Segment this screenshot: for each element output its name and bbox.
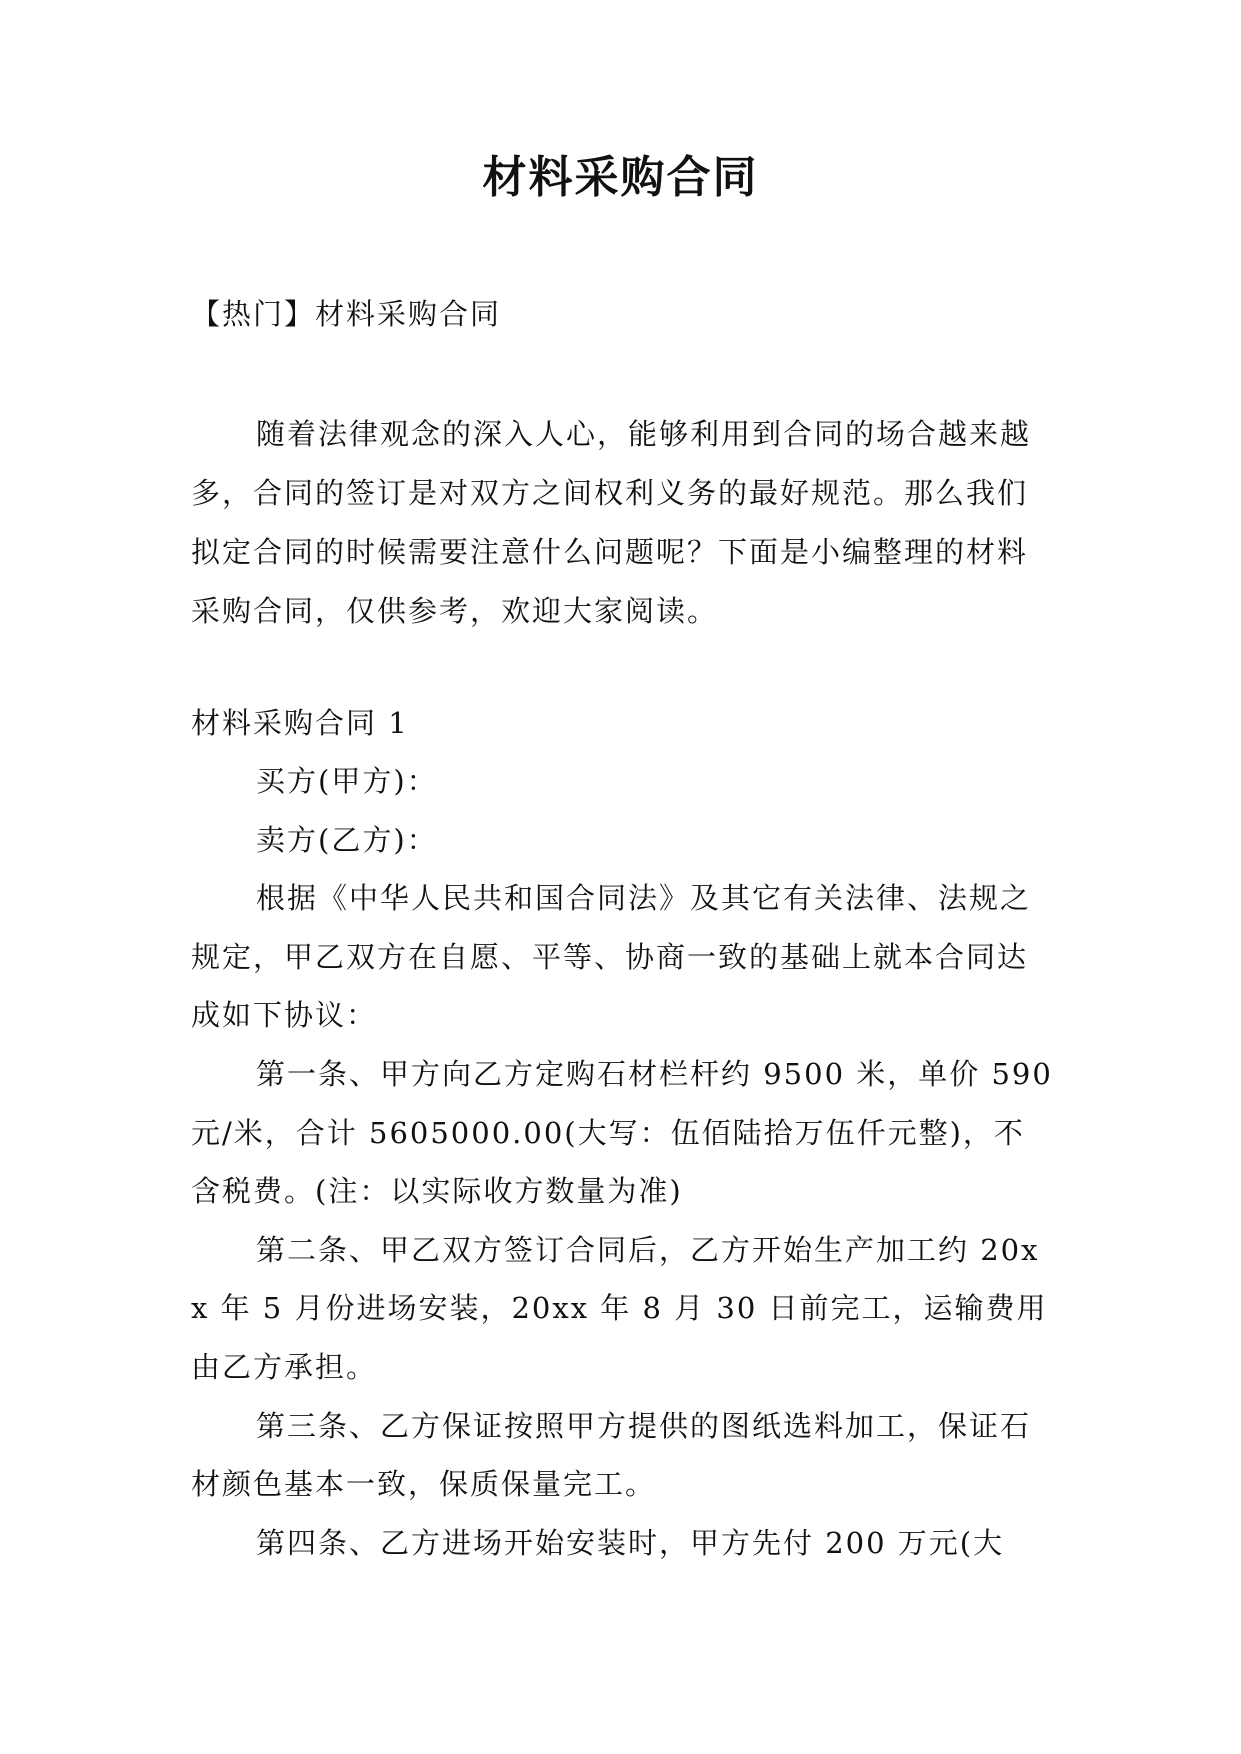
contract-body [191,752,1053,1572]
seller-line: 卖方(乙方)： [256,822,438,857]
document-title: 材料采购合同 [482,152,759,203]
clause-1: 第一条、甲方向乙方定购石材栏杆约 9500 米，单价 590 元/米，合计 5605000.00(大写：伍佰陆拾万伍仟元整)，不含税费。(注：以实际收方数量为准) [191,1056,1053,1209]
clause-4: 第四条、乙方进场开始安装时，甲方先付 200 万元(大 [256,1525,1005,1560]
clause-2: 第二条、甲乙双方签订合同后，乙方开始生产加工约 20xx 年 5 月份进场安装，20xx 年 8 月 30 日前完工，运输费用由乙方承担。 [191,1232,1048,1384]
contract-heading: 材料采购合同 1 [191,706,409,740]
buyer-line: 买方(甲方)： [256,764,438,798]
intro-paragraph: 随着法律观念的深入人心，能够利用到合同的场合越来越多，合同的签订是对双方之间权利义务的最好规范。那么我们拟定合同的时候需要注意什么问题呢？下面是小编整理的材料采购合同，仅供参考，欢迎大家阅读。 [191,417,1032,628]
preamble-paragraph: 根据《中华人民共和国合同法》及其它有关法律、法规之规定，甲乙双方在自愿、平等、协商一致的基础上就本合同达成如下协议： [191,881,1032,1033]
clause-3: 第三条、乙方保证按照甲方提供的图纸选料加工，保证石材颜色基本一致，保质保量完工。 [191,1408,1032,1502]
hot-line: 【热门】材料采购合同 [191,297,502,331]
